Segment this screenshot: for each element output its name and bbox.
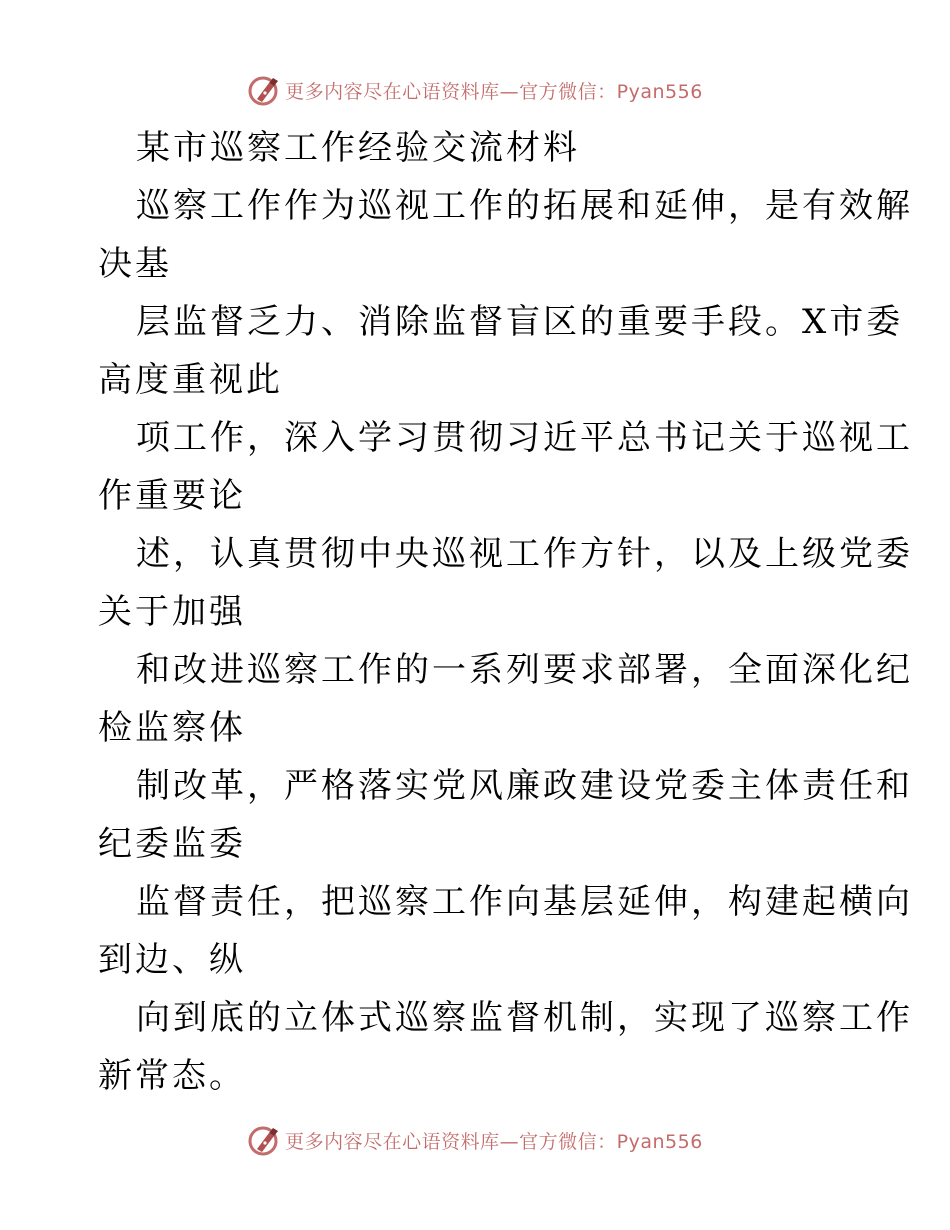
paragraph-line: 巡察工作作为巡视工作的拓展和延伸，是有效解 xyxy=(136,186,913,226)
fountain-pen-icon xyxy=(247,73,281,107)
paragraph-line: 高度重视此 xyxy=(98,360,283,400)
paragraph-line: 纪委监委 xyxy=(98,824,246,864)
header-banner-text: 更多内容尽在心语资料库—官方微信：Pyan556 xyxy=(285,80,703,103)
paragraph-line: 层监督乏力、消除监督盲区的重要手段。X市委 xyxy=(136,302,904,342)
paragraph-line: 关于加强 xyxy=(98,592,246,632)
header-watermark-banner xyxy=(0,72,950,108)
document-body xyxy=(98,126,913,1112)
paragraph-line: 检监察体 xyxy=(98,708,246,748)
paragraph-line: 项工作，深入学习贯彻习近平总书记关于巡视工 xyxy=(136,418,913,458)
paragraph-line: 到边、纵 xyxy=(98,940,246,980)
footer-watermark-banner xyxy=(0,1122,950,1158)
paragraph-line: 制改革，严格落实党风廉政建设党委主体责任和 xyxy=(136,766,913,806)
paragraph-line: 作重要论 xyxy=(98,476,246,516)
paragraph-line: 和改进巡察工作的一系列要求部署，全面深化纪 xyxy=(136,650,913,690)
paragraph-line: 监督责任，把巡察工作向基层延伸，构建起横向 xyxy=(136,882,913,922)
footer-banner-text: 更多内容尽在心语资料库—官方微信：Pyan556 xyxy=(285,1130,703,1153)
document-title: 某市巡察工作经验交流材料 xyxy=(136,128,580,168)
paragraph-line: 向到底的立体式巡察监督机制，实现了巡察工作 xyxy=(136,998,913,1038)
paragraph-line: 决基 xyxy=(98,244,172,284)
paragraph-line: 述，认真贯彻中央巡视工作方针，以及上级党委 xyxy=(136,534,913,574)
fountain-pen-icon xyxy=(247,1123,281,1157)
paragraph-line: 新常态。 xyxy=(98,1056,246,1096)
